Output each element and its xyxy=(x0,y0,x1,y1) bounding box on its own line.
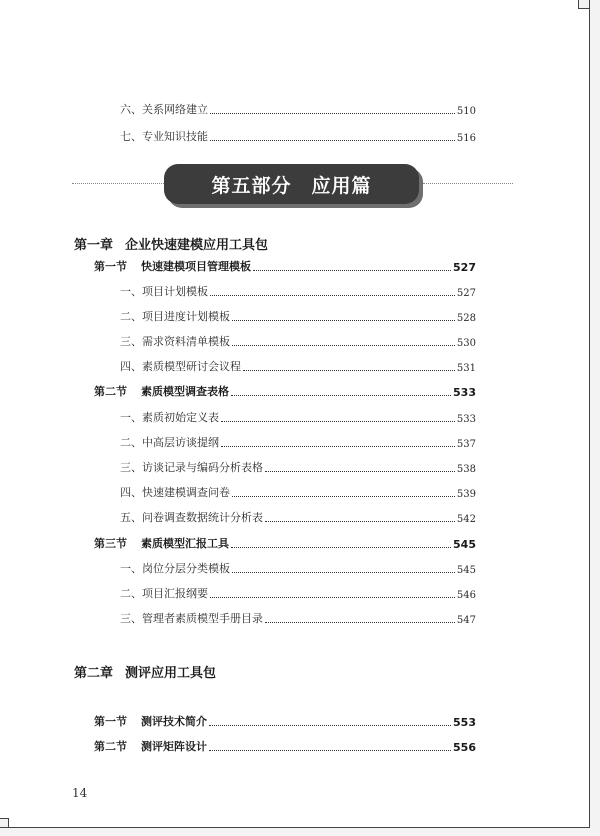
crop-mark xyxy=(578,0,589,9)
leader-dots xyxy=(210,596,455,598)
toc-section[interactable]: 第三节 素质模型汇报工具 545 xyxy=(94,537,476,551)
leader-dots xyxy=(221,420,455,422)
toc-item[interactable]: 一、素质初始定义表 533 xyxy=(120,411,476,425)
toc-item[interactable]: 七、专业知识技能 516 xyxy=(120,130,476,144)
leader-dots xyxy=(232,344,455,346)
toc-item[interactable]: 六、关系网络建立 510 xyxy=(120,103,476,117)
leader-dots xyxy=(210,294,455,296)
leader-dots xyxy=(209,724,451,726)
toc-item[interactable]: 二、中高层访谈提纲 537 xyxy=(120,436,476,450)
leader-dots xyxy=(232,495,455,497)
toc-item[interactable]: 五、问卷调查数据统计分析表 542 xyxy=(120,511,476,525)
toc-item[interactable]: 三、需求资料清单模板 530 xyxy=(120,335,476,349)
leader-dots xyxy=(231,546,451,548)
chapter-heading[interactable]: 第一章 企业快速建模应用工具包 xyxy=(74,238,269,253)
chapter-heading[interactable]: 第二章 测评应用工具包 xyxy=(74,666,217,681)
toc-item[interactable]: 四、快速建模调查问卷 539 xyxy=(120,486,476,500)
toc-item[interactable]: 三、管理者素质模型手册目录 547 xyxy=(120,612,476,626)
toc-item[interactable]: 一、项目计划模板 527 xyxy=(120,285,476,299)
toc-item[interactable]: 一、岗位分层分类模板 545 xyxy=(120,562,476,576)
leader-dots xyxy=(253,269,451,271)
toc-section[interactable]: 第二节 素质模型调查表格 533 xyxy=(94,385,476,399)
leader-dots xyxy=(265,621,455,623)
leader-dots xyxy=(221,445,455,447)
toc-item[interactable]: 二、项目汇报纲要 546 xyxy=(120,587,476,601)
leader-dots xyxy=(210,112,455,114)
toc-item[interactable]: 二、项目进度计划模板 528 xyxy=(120,310,476,324)
leader-dots xyxy=(231,394,451,396)
part-title: 第五部分 xyxy=(211,174,292,197)
toc-section[interactable]: 第二节 测评矩阵设计 556 xyxy=(94,740,476,754)
leader-dots xyxy=(232,571,455,573)
part-subtitle: 应用篇 xyxy=(311,174,372,197)
toc-item[interactable]: 四、素质模型研讨会议程 531 xyxy=(120,360,476,374)
leader-dots xyxy=(243,369,455,371)
toc-section[interactable]: 第一节 快速建模项目管理模板 527 xyxy=(94,260,476,274)
toc-item[interactable]: 三、访谈记录与编码分析表格 538 xyxy=(120,461,476,475)
banner-rule-right xyxy=(423,183,513,184)
leader-dots xyxy=(265,520,455,522)
leader-dots xyxy=(210,139,455,141)
crop-mark xyxy=(0,818,9,827)
part-banner xyxy=(164,164,419,204)
toc-section[interactable]: 第一节 测评技术简介 553 xyxy=(94,715,476,729)
leader-dots xyxy=(209,749,451,751)
leader-dots xyxy=(265,470,455,472)
page-number: 14 xyxy=(72,786,88,800)
leader-dots xyxy=(232,319,455,321)
banner-rule-left xyxy=(72,183,164,184)
